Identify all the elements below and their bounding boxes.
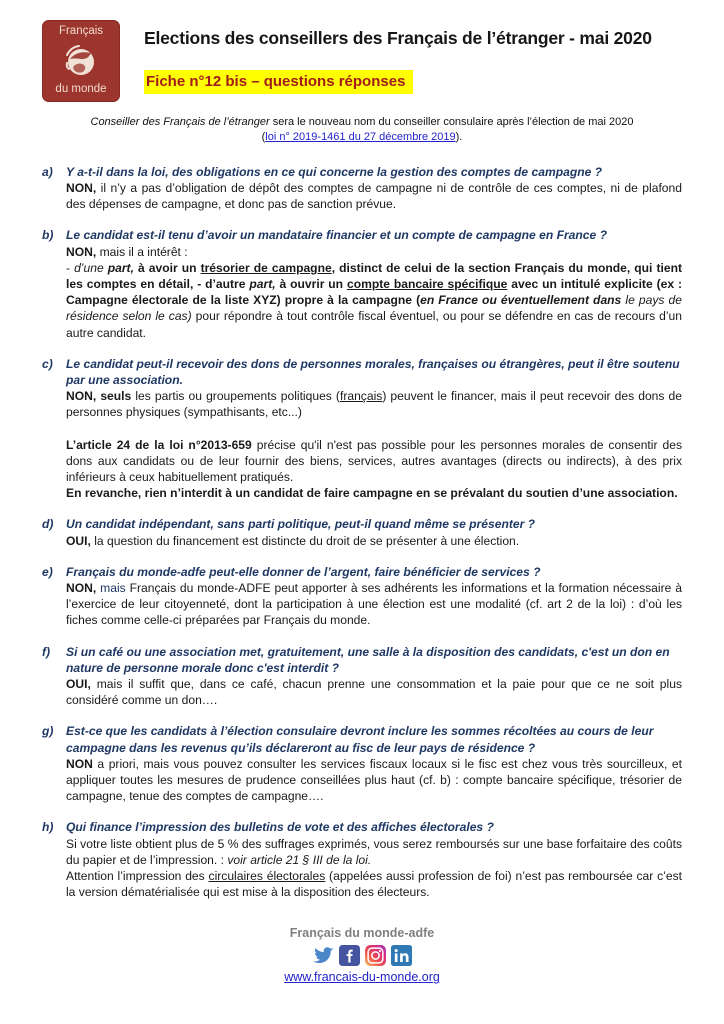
answer-block bbox=[66, 244, 682, 341]
linkedin-icon[interactable] bbox=[391, 945, 412, 966]
question-letter: h) bbox=[42, 820, 54, 835]
question-text: Si un café ou une association met, gratuitement, une salle à la disposition des candidats, c'est un don en nature de personne morale donc c'est interdit ? bbox=[66, 644, 670, 675]
qa-item bbox=[42, 564, 682, 629]
question-letter: g) bbox=[42, 724, 54, 739]
answer-paragraph: NON, mais il a intérêt : bbox=[66, 244, 188, 259]
question-text: Français du monde-adfe peut-elle donner de l’argent, faire bénéficier de services ? bbox=[66, 564, 541, 579]
qa-list bbox=[42, 164, 682, 901]
website-link-row bbox=[42, 970, 682, 984]
footer-org-name: Français du monde-adfe bbox=[289, 926, 435, 941]
question-letter: f) bbox=[42, 644, 51, 659]
answer-paragraph: - d’une part, à avoir un trésorier de campagne, distinct de celui de la section Français du monde, qui tient les comptes en détail, - d’autre part, à ouvrir un compte bancaire spécifique avec un intitulé explicite (ex : Campagne électorale de la liste XYZ) propre à la campagne (en France ou éventuellement dans le pays de résidence selon le cas) pour répondre à tout contrôle fiscal éventuel, ou pour se défendre en cas de recours d’un autre candidat. bbox=[66, 260, 682, 340]
answer-block bbox=[66, 180, 682, 212]
answer-paragraph: NON a priori, mais vous pouvez consulter les services fiscaux locaux si le fisc est chez vous très sourcilleux, et appliquer toutes les mesures de prudence conseillées plus haut (cf. b) : compte bancaire spécifique, trésorier de campagne, tenue des comptes de campagne…. bbox=[66, 756, 682, 804]
page-title: Elections des conseillers des Français de l’étranger - mai 2020 bbox=[144, 28, 652, 48]
note-paren-open: ( bbox=[261, 130, 266, 143]
answer-paragraph: Attention l’impression des circulaires électorales (appelées aussi profession de foi) n’est pas remboursée car c’est la version dématérialisée qui est mise à la disposition des électeurs. bbox=[66, 869, 682, 900]
answer-block bbox=[66, 580, 682, 629]
question-text: Qui finance l’impression des bulletins de vote et des affiches électorales ? bbox=[66, 820, 494, 835]
org-logo bbox=[42, 20, 120, 102]
answer-paragraph: OUI, mais il suffit que, dans ce café, chacun prenne une consommation et la paie pour que ce ne soit plus considéré comme un don…. bbox=[66, 676, 682, 708]
document-footer bbox=[42, 926, 682, 984]
qa-item bbox=[42, 356, 682, 502]
answer-paragraph: NON, seuls les partis ou groupements politiques (français) peuvent le financer, mais il peut recevoir des dons de personnes physiques (sympathisants, etc...) bbox=[66, 389, 682, 420]
answer-paragraph: L’article 24 de la loi n°2013-659 précise qu'il n'est pas possible pour les personnes morales de consentir des dons aux candidats ou de leur fournir des biens, services, autres avantages (directs ou indirects), à des prix inférieurs à ceux habituellement pratiqués. bbox=[66, 437, 682, 484]
question-letter: c) bbox=[42, 356, 53, 371]
answer-paragraph: Si votre liste obtient plus de 5 % des suffrages exprimés, vous serez remboursés sur une base forfaitaire des coûts du papier et de l’impression. : voir article 21 § III de la loi. bbox=[66, 836, 682, 867]
qa-item bbox=[42, 723, 682, 804]
qa-item bbox=[42, 164, 682, 213]
law-link[interactable]: loi n° 2019-1461 du 27 décembre 2019 bbox=[265, 130, 456, 143]
question-text: Le candidat est-il tenu d’avoir un mandataire financier et un compte de campagne en France ? bbox=[66, 228, 607, 243]
document-header bbox=[42, 20, 682, 102]
website-link[interactable]: www.francais-du-monde.org bbox=[284, 970, 440, 985]
question-letter: d) bbox=[42, 517, 54, 532]
answer-paragraph: En revanche, rien n’interdit à un candidat de faire campagne en se prévalant du soutien d’une association. bbox=[66, 486, 678, 501]
intro-note bbox=[42, 115, 682, 145]
answer-block bbox=[66, 388, 682, 501]
answer-paragraph: NON, mais Français du monde-ADFE peut apporter à ses adhérents les informations et la formation nécessaire à l’exercice de leur citoyenneté, dont la participation à une élection est une modalité (cf. art 2 de la loi) : d’où les fiches comme celle-ci préparées par Français du monde. bbox=[66, 580, 682, 628]
answer-block bbox=[66, 533, 682, 549]
fiche-badge: Fiche n°12 bis – questions réponses bbox=[144, 70, 413, 94]
logo-text-bottom: du monde bbox=[55, 82, 107, 95]
question-letter: b) bbox=[42, 228, 54, 243]
note-paren-close: ). bbox=[455, 130, 463, 143]
question-text: Est-ce que les candidats à l’élection consulaire devront inclure les sommes récoltées au cours de leur campagne dans les revenus qu’ils déclareront au fisc de leur pays de résidence ? bbox=[66, 724, 654, 755]
twitter-icon[interactable] bbox=[313, 945, 334, 966]
answer-block bbox=[66, 756, 682, 805]
qa-item bbox=[42, 516, 682, 548]
qa-item bbox=[42, 227, 682, 340]
answer-block bbox=[66, 836, 682, 901]
question-letter: e) bbox=[42, 564, 53, 579]
question-text: Y a-t-il dans la loi, des obligations en ce qui concerne la gestion des comptes de campagne ? bbox=[66, 164, 603, 179]
social-icons-row bbox=[42, 945, 682, 966]
answer-paragraph: OUI, la question du financement est distincte du droit de se présenter à une élection. bbox=[66, 533, 520, 548]
intro-note-line1: Conseiller des Français de l’étranger sera le nouveau nom du conseiller consulaire après l’élection de mai 2020 bbox=[90, 116, 634, 128]
intro-note-line2 bbox=[42, 130, 682, 145]
question-letter: a) bbox=[42, 164, 53, 179]
globe-icon bbox=[61, 41, 101, 81]
question-text: Le candidat peut-il recevoir des dons de personnes morales, françaises ou étrangères, peut il être soutenu par une association. bbox=[66, 356, 680, 387]
facebook-icon[interactable] bbox=[339, 945, 360, 966]
logo-text-top: Français bbox=[58, 25, 104, 37]
instagram-icon[interactable] bbox=[365, 945, 386, 966]
question-text: Un candidat indépendant, sans parti politique, peut-il quand même se présenter ? bbox=[66, 517, 536, 532]
qa-item bbox=[42, 644, 682, 709]
header-text-block bbox=[144, 20, 652, 94]
answer-paragraph: NON, il n’y a pas d’obligation de dépôt des comptes de campagne ni de contrôle de ces comptes, ni de plafond des dépenses de campagne, et donc pas de sanction prévue. bbox=[66, 180, 682, 212]
qa-item bbox=[42, 819, 682, 900]
answer-block bbox=[66, 676, 682, 708]
